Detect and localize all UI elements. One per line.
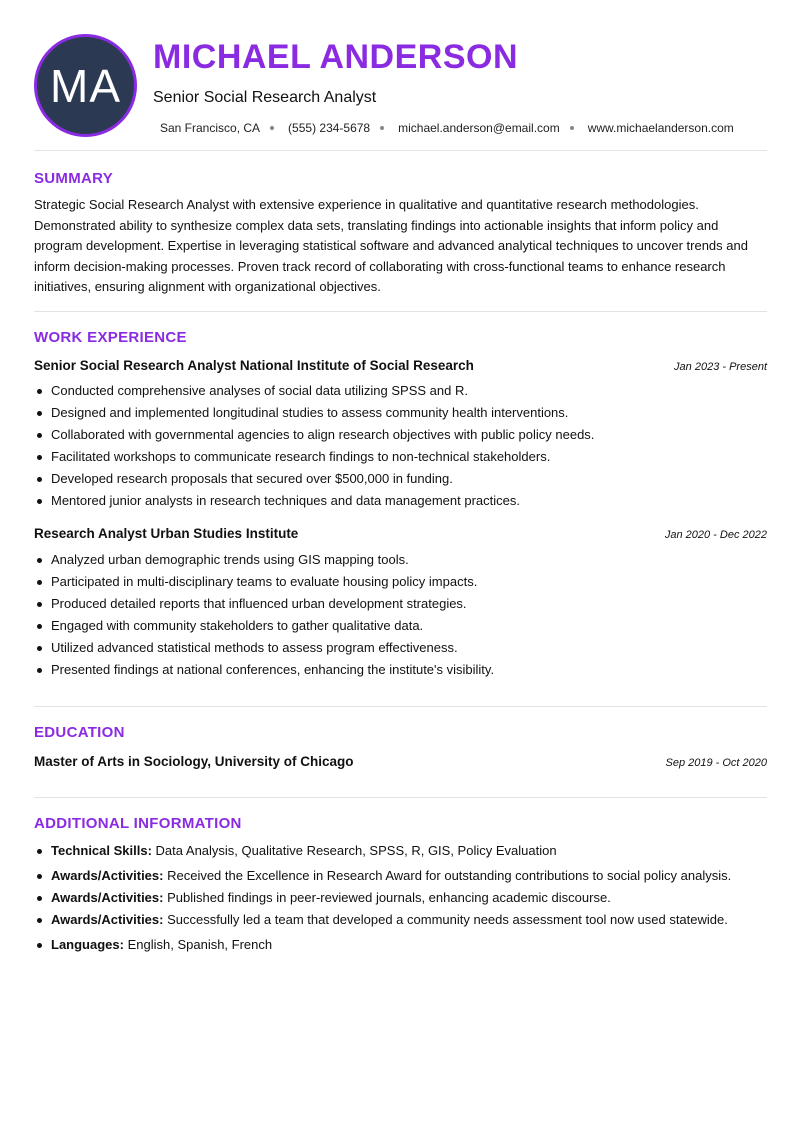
list-item: Presented findings at national conferences, enhancing the institute's visibility. xyxy=(34,659,767,681)
job-title: Senior Social Research Analyst National Institute of Social Research xyxy=(34,358,474,373)
additional-info-list xyxy=(34,840,767,956)
job-title: Research Analyst Urban Studies Institute xyxy=(34,526,299,541)
list-item: Mentored junior analysts in research techniques and data management practices. xyxy=(34,490,767,512)
job-header xyxy=(34,526,767,541)
item-text: Published findings in peer-reviewed journals, enhancing academic discourse. xyxy=(167,890,611,905)
divider xyxy=(34,797,767,798)
resume-header xyxy=(0,0,800,150)
degree: Master of Arts in Sociology, University of Chicago xyxy=(34,754,354,769)
education-date: Sep 2019 - Oct 2020 xyxy=(665,757,767,769)
job-bullets xyxy=(34,380,767,512)
list-item: Facilitated workshops to communicate research findings to non-technical stakeholders. xyxy=(34,446,767,468)
item-label: Technical Skills: xyxy=(51,843,152,858)
contact-phone: (555) 234-5678 xyxy=(288,121,371,135)
list-item: Designed and implemented longitudinal studies to assess community health interventions. xyxy=(34,402,767,424)
separator-dot xyxy=(570,126,574,130)
job-header xyxy=(34,358,767,373)
list-item: Developed research proposals that secured over $500,000 in funding. xyxy=(34,468,767,490)
job-bullets xyxy=(34,549,767,681)
item-label: Awards/Activities: xyxy=(51,868,164,883)
divider xyxy=(34,150,767,151)
list-item xyxy=(34,865,767,887)
list-item: Participated in multi-disciplinary teams to evaluate housing policy impacts. xyxy=(34,571,767,593)
divider xyxy=(34,706,767,707)
item-text: Successfully led a team that developed a community needs assessment tool now used statewide. xyxy=(167,912,728,927)
work-experience-heading: WORK EXPERIENCE xyxy=(34,329,187,346)
list-item: Conducted comprehensive analyses of social data utilizing SPSS and R. xyxy=(34,380,767,402)
list-item xyxy=(34,840,767,862)
item-text: English, Spanish, French xyxy=(127,937,273,952)
summary-heading: SUMMARY xyxy=(34,170,114,187)
education-heading: EDUCATION xyxy=(34,724,125,741)
list-item: Analyzed urban demographic trends using GIS mapping tools. xyxy=(34,549,767,571)
candidate-name: MICHAEL ANDERSON xyxy=(153,38,519,76)
divider xyxy=(34,311,767,312)
avatar xyxy=(34,34,137,137)
list-item xyxy=(34,934,767,956)
summary-text: Strategic Social Research Analyst with extensive experience in qualitative and quantitative research methodologies. Demonstrated ability to synthesize complex data sets, translating findings into actionable insights that inform policy and program development. Expertise in leveraging statistical software and advanced analytical techniques to uncover trends and inform decision-making processes. Proven track record of collaborating with cross-functional teams to enhance research initiatives, ensuring alignment with organizational objectives. xyxy=(34,197,748,294)
contact-info xyxy=(160,121,734,135)
contact-email[interactable]: michael.anderson@email.com xyxy=(398,121,560,135)
additional-info-heading: ADDITIONAL INFORMATION xyxy=(34,815,242,832)
item-text: Data Analysis, Qualitative Research, SPSS, R, GIS, Policy Evaluation xyxy=(155,843,557,858)
list-item: Produced detailed reports that influenced urban development strategies. xyxy=(34,593,767,615)
list-item: Collaborated with governmental agencies to align research objectives with public policy needs. xyxy=(34,424,767,446)
job-date: Jan 2023 - Present xyxy=(674,361,767,373)
list-item: Utilized advanced statistical methods to assess program effectiveness. xyxy=(34,637,767,659)
candidate-title: Senior Social Research Analyst xyxy=(153,89,377,106)
list-item: Engaged with community stakeholders to gather qualitative data. xyxy=(34,615,767,637)
contact-location: San Francisco, CA xyxy=(160,121,261,135)
avatar-initials: MA xyxy=(50,59,121,112)
separator-dot xyxy=(270,126,274,130)
item-label: Awards/Activities: xyxy=(51,890,164,905)
item-text: Received the Excellence in Research Award for outstanding contributions to social policy analysis. xyxy=(167,868,732,883)
list-item xyxy=(34,909,767,931)
item-label: Awards/Activities: xyxy=(51,912,164,927)
separator-dot xyxy=(380,126,384,130)
education-entry xyxy=(34,754,767,769)
job-date: Jan 2020 - Dec 2022 xyxy=(664,529,767,541)
list-item xyxy=(34,887,767,909)
contact-website[interactable]: www.michaelanderson.com xyxy=(587,121,734,135)
item-label: Languages: xyxy=(51,937,124,952)
